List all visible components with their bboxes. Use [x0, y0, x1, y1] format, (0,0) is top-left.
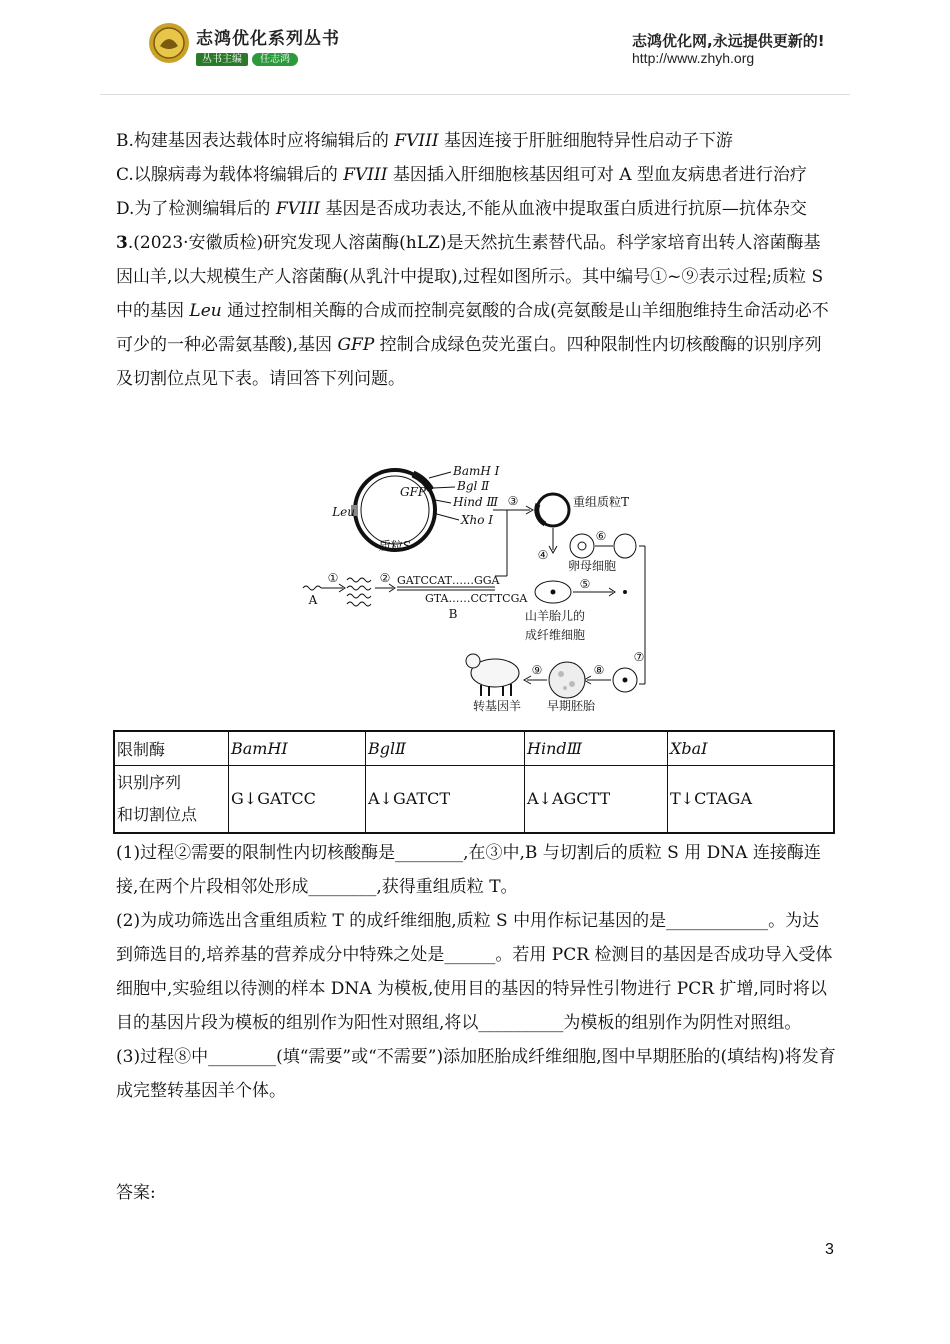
- enzyme-table: [113, 730, 835, 834]
- header-bglii: BglⅡ: [366, 731, 525, 766]
- goat-icon: [466, 654, 519, 696]
- question-2: (2)为成功筛选出含重组质粒 T 的成纤维细胞,质粒 S 中用作标记基因的是____________。为达到筛选目的,培养基的营养成分中特殊之处是______。若用 PCR 检测目的基因是否成功导入受体细胞中,实验组以待测的样本 DNA 为模板,使用目的基因的特异性引物进行 PCR 扩增,同时将以目的基因片段为模板的组别作为阳性对照组,将以__________为模板的组别作为阴性对照组。: [116, 911, 833, 1033]
- option-c: C.以腺病毒为载体将编辑后的 FVIII 基因插入肝细胞核基因组可对 A 型血友病患者进行治疗: [116, 165, 807, 185]
- bglii-site-label: Bgl Ⅱ: [457, 479, 490, 493]
- early-embryo: [549, 662, 585, 698]
- table-row: [114, 766, 834, 834]
- header-url[interactable]: http://www.zhyh.org: [632, 50, 755, 66]
- cell-bamhi-site: G↓GATCC: [229, 766, 366, 834]
- dna-a: [303, 586, 321, 590]
- leu-label: Leu: [332, 505, 355, 519]
- step-6: ⑥: [595, 529, 607, 543]
- sub-questions: [116, 836, 836, 1108]
- step-3: ③: [507, 494, 519, 508]
- sequence-top: GATCCAT……GGA: [397, 574, 500, 587]
- header-enzyme: 限制酶: [114, 731, 229, 766]
- label-a: A: [308, 593, 318, 607]
- table-header-row: [114, 731, 834, 766]
- page-header: [0, 0, 950, 95]
- egg-cell: [570, 534, 594, 558]
- page-number: 3: [825, 1241, 834, 1258]
- row-label: 识别序列 和切割位点: [114, 766, 229, 834]
- bamhi-site-label: BamH Ⅰ: [453, 464, 500, 478]
- editor-line: [196, 50, 298, 65]
- xhoi-site-label: Xho Ⅰ: [461, 513, 494, 527]
- header-bamhi: BamHⅠ: [229, 731, 366, 766]
- embryo-label: 早期胚胎: [546, 699, 596, 713]
- step-8: ⑧: [593, 663, 605, 677]
- brand-title: 志鸿优化系列丛书: [196, 29, 340, 49]
- recombinant-label: 重组质粒T: [573, 495, 630, 509]
- answer-label: 答案:: [116, 1183, 156, 1203]
- option-d: D.为了检测编辑后的 FVIII 基因是否成功表达,不能从血液中提取蛋白质进行抗原—抗体杂交: [116, 199, 807, 219]
- cell-hindiii-site: A↓AGCTT: [525, 766, 668, 834]
- plasmid-s-label: 质粒S: [378, 539, 412, 553]
- step-4: ④: [537, 548, 549, 562]
- sequence-bottom: GTA……CCTTCGA: [425, 592, 528, 605]
- question-3: (3)过程⑧中________(填“需要”或“不需要”)添加胚胎成纤维细胞,图中早期胚胎的(填结构)将发育成完整转基因羊个体。: [116, 1047, 836, 1101]
- question-3-stem: 3.(2023·安徽质检)研究发现人溶菌酶(hLZ)是天然抗生素替代品。科学家培育出转人溶菌酶基因山羊,以大规模生产人溶菌酶(从乳汁中提取),过程如图所示。其中编号①~⑨表示过程;质粒 S 中的基因 Leu 通过控制相关酶的合成而控制亮氨酸的合成(亮氨酸是山羊细胞维持生命活动必不可少的一种必需氨基酸),基因 GFP 控制合成绿色荧光蛋白。四种限制性内切核酸酶的识别序列及切割位点见下表。请回答下列问题。: [116, 233, 829, 389]
- hindiii-site-label: Hind Ⅲ: [453, 495, 499, 509]
- editor-label: 丛书主编: [196, 53, 248, 66]
- step-2: ②: [379, 571, 391, 585]
- step-1: ①: [327, 571, 339, 585]
- header-hindiii: HindⅢ: [525, 731, 668, 766]
- option-b: B.构建基因表达载体时应将编辑后的 FVIII 基因连接于肝脏细胞特异性启动子下游: [116, 131, 733, 151]
- step-7: ⑦: [633, 650, 645, 664]
- publisher-logo-icon: [148, 22, 190, 64]
- gfp-label: GFP: [400, 485, 426, 499]
- header-xbai: XbaⅠ: [668, 731, 835, 766]
- egg-label: 卵母细胞: [567, 559, 617, 573]
- main-content: [116, 124, 836, 396]
- label-b: B: [448, 607, 458, 621]
- question-1: (1)过程②需要的限制性内切核酸酶是________,在③中,B 与切割后的质粒 S 用 DNA 连接酶连接,在两个片段相邻处形成________,获得重组质粒 T。: [116, 843, 821, 897]
- enucleated-egg: [614, 534, 636, 558]
- cell-xbai-site: T↓CTAGA: [668, 766, 835, 834]
- header-slogan: 志鸿优化网,永远提供更新的!: [632, 32, 825, 50]
- editor-name: 任志鸿: [252, 53, 298, 66]
- step-9: ⑨: [531, 663, 543, 677]
- header-divider: [100, 94, 850, 95]
- goat-label: 转基因羊: [472, 699, 522, 713]
- fibroblast-label-2: 成纤维细胞: [524, 628, 586, 642]
- step-5: ⑤: [579, 577, 591, 591]
- fibroblast-label-1: 山羊胎儿的: [524, 609, 586, 623]
- cell-bglii-site: A↓GATCT: [366, 766, 525, 834]
- process-diagram: [295, 458, 660, 720]
